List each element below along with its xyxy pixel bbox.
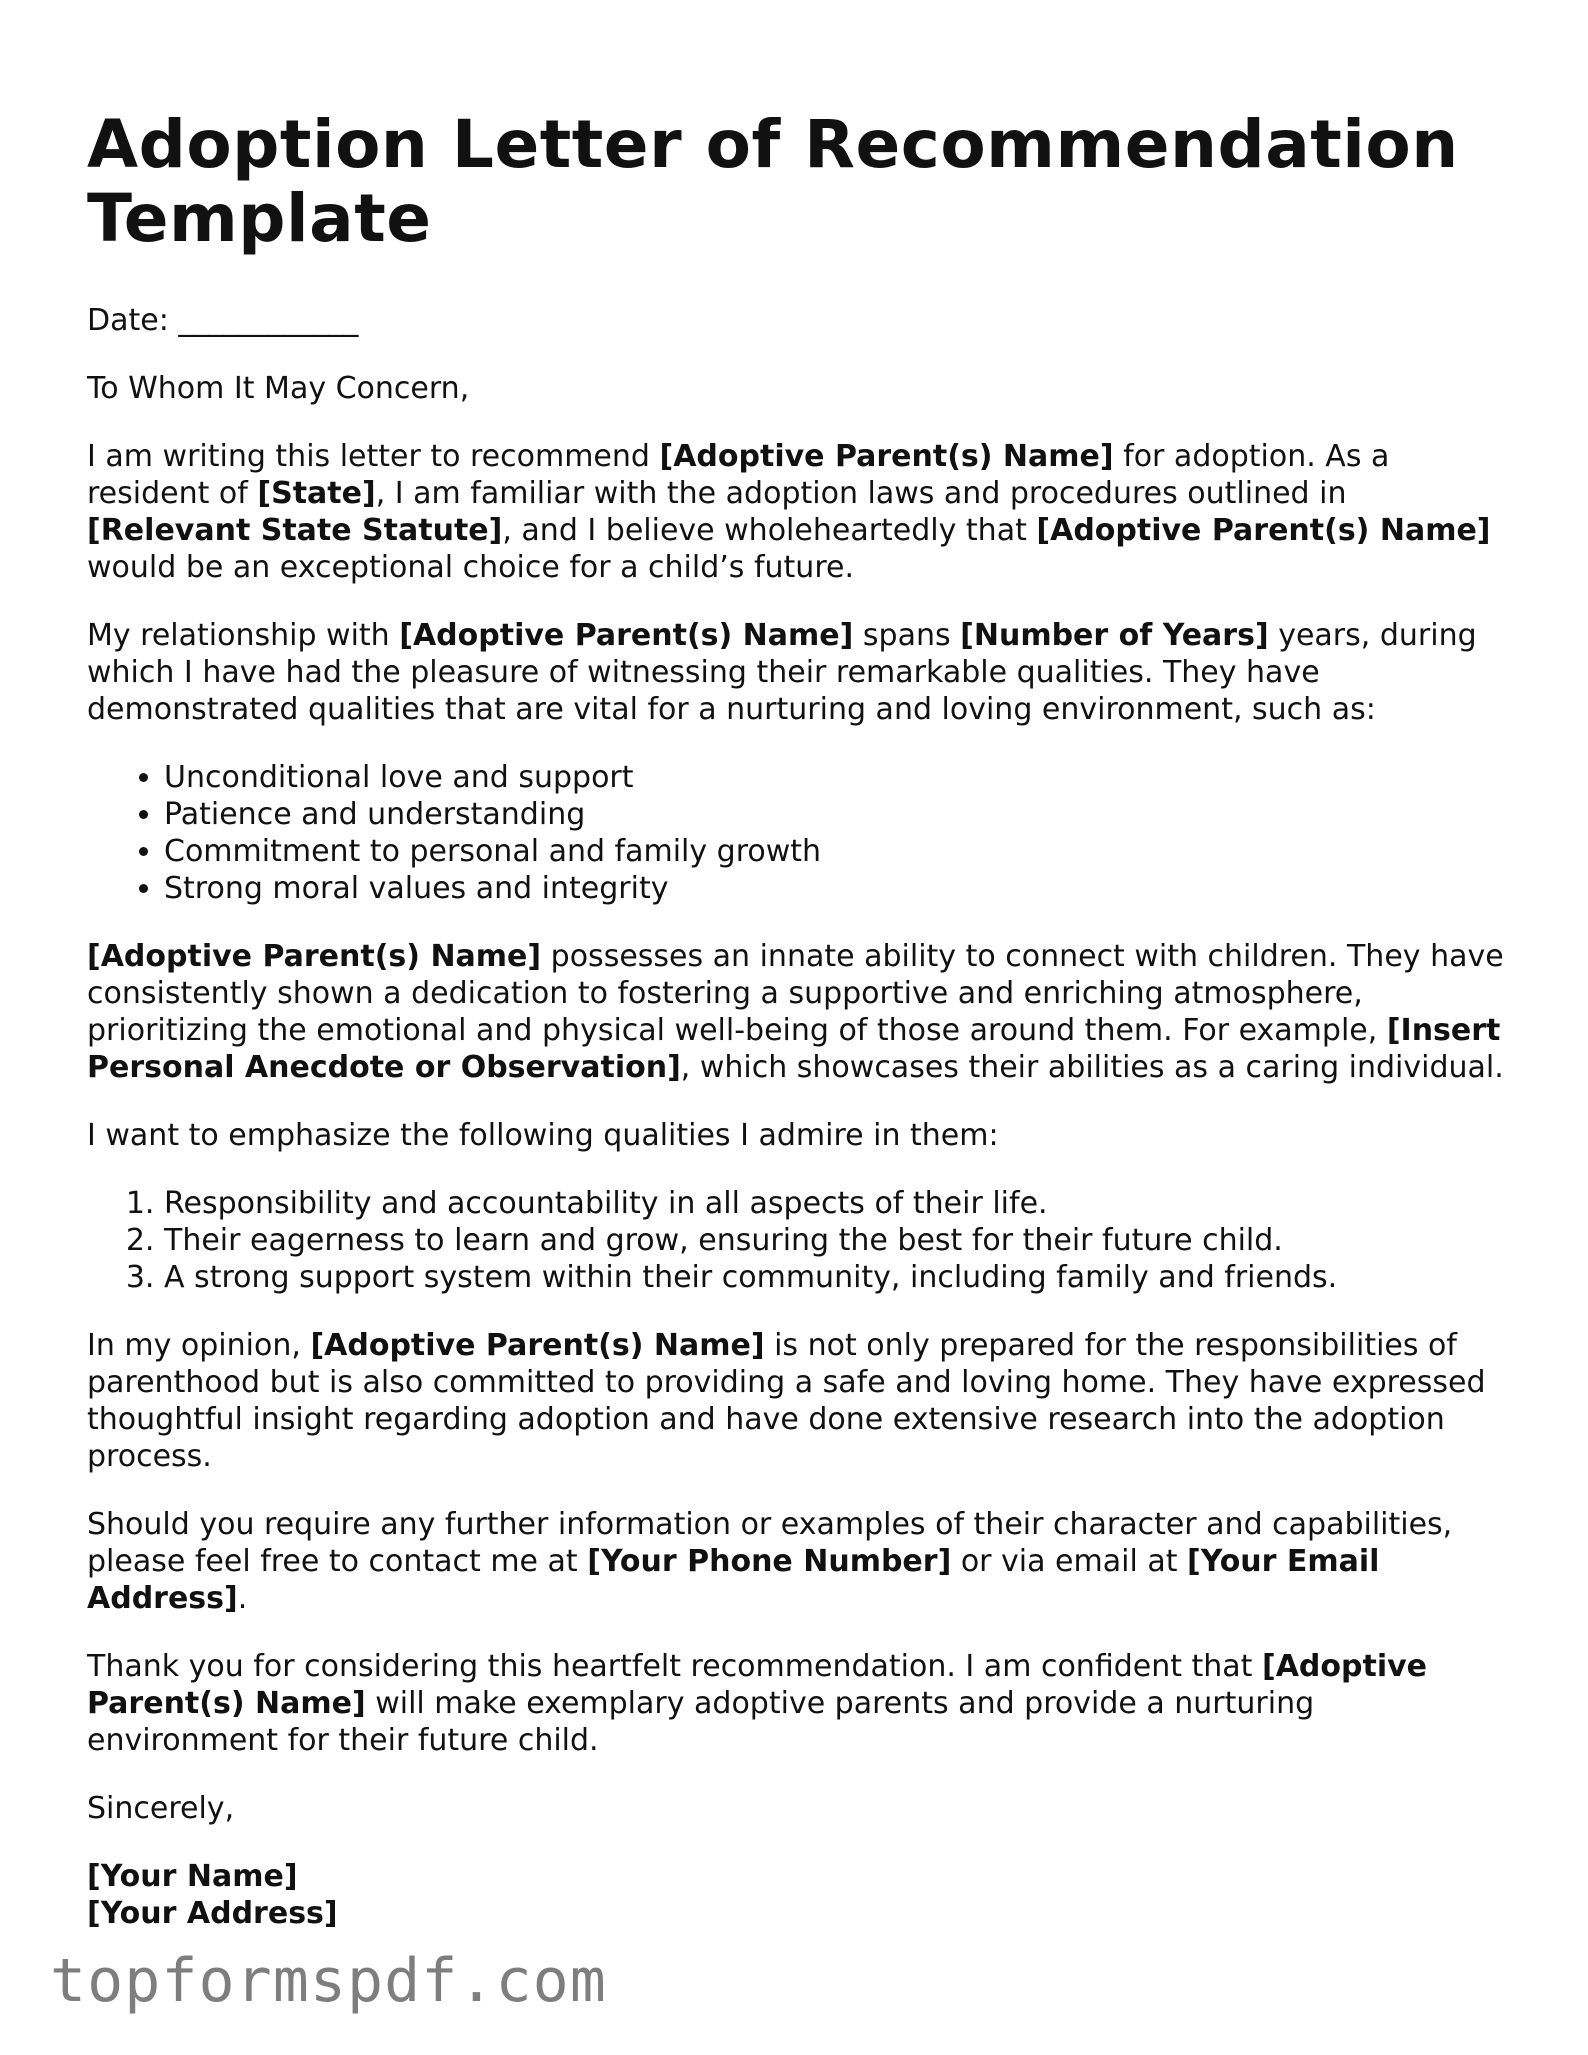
text-run: . <box>237 1581 248 1616</box>
text-run: Thank you for considering this heartfelt recommendation. I am confident that <box>87 1649 1262 1684</box>
paragraph-contact <box>87 1506 1507 1617</box>
list-item: • Unconditional love and support <box>164 759 1507 796</box>
list-item: • Commitment to personal and family growth <box>164 833 1507 870</box>
text-run: spans <box>853 618 961 653</box>
paragraph-relationship <box>87 617 1507 728</box>
text-run: possesses an innate ability to connect with children. They have consistently shown a dedication to fostering a supportive and enriching atmosphere, prioritizing the emotional and physical well-being of those around them. For example, <box>87 939 1504 1048</box>
placeholder-adoptive-parent-name: [Adoptive Parent(s) Name] <box>399 618 854 653</box>
list-item: 3. A strong support system within their community, including family and friends. <box>164 1259 1507 1296</box>
text-run: years, during which I have had the pleasure of witnessing their remarkable qualities. They have demonstrated qualities that are vital for a nurturing and loving environment, such as: <box>87 618 1477 727</box>
placeholder-phone-number: [Your Phone Number] <box>587 1544 952 1579</box>
text-run: In my opinion, <box>87 1328 311 1363</box>
placeholder-adoptive-parent-name: [Adoptive Parent(s) Name] <box>87 1649 1427 1721</box>
placeholder-your-address: [Your Address] <box>87 1896 338 1931</box>
qualities-numbered-list <box>87 1185 1507 1296</box>
paragraph-emphasize: I want to emphasize the following qualities I admire in them: <box>87 1118 999 1153</box>
placeholder-adoptive-parent-name: [Adoptive Parent(s) Name] <box>659 439 1114 474</box>
text-run: will make exemplary adoptive parents and provide a nurturing environment for their future child. <box>87 1686 1315 1758</box>
greeting: To Whom It May Concern, <box>87 371 470 406</box>
placeholder-your-name: [Your Name] <box>87 1859 298 1894</box>
placeholder-personal-anecdote: [Insert Personal Anecdote or Observation] <box>87 1013 1501 1085</box>
paragraph-intro <box>87 438 1507 586</box>
closing: Sincerely, <box>87 1791 235 1826</box>
placeholder-adoptive-parent-name: [Adoptive Parent(s) Name] <box>87 939 542 974</box>
text-run: , which showcases their abilities as a caring individual. <box>680 1050 1504 1085</box>
document-title: Adoption Letter of Recommendation Template <box>87 106 1459 257</box>
letter-page <box>87 108 1507 1932</box>
paragraph-thanks <box>87 1648 1507 1759</box>
watermark: topformspdf.com <box>50 1946 607 2016</box>
date-line: Date: ____________ <box>87 303 359 338</box>
text-run: , I am familiar with the adoption laws and procedures outlined in <box>375 476 1347 511</box>
text-run: My relationship with <box>87 618 400 653</box>
list-item: 2. Their eagerness to learn and grow, ensuring the best for their future child. <box>164 1222 1507 1259</box>
placeholder-state: [State] <box>257 476 376 511</box>
list-item: • Patience and understanding <box>164 796 1507 833</box>
list-item: 1. Responsibility and accountability in all aspects of their life. <box>164 1185 1507 1222</box>
placeholder-email-address: [Your Email Address] <box>87 1544 1380 1616</box>
placeholder-relevant-state-statute: [Relevant State Statute] <box>87 513 503 548</box>
placeholder-adoptive-parent-name: [Adoptive Parent(s) Name] <box>310 1328 765 1363</box>
text-run: or via email at <box>951 1544 1188 1579</box>
text-run: would be an exceptional choice for a child’s future. <box>87 550 854 585</box>
text-run: , and I believe wholeheartedly that <box>502 513 1037 548</box>
list-item: • Strong moral values and integrity <box>164 870 1507 907</box>
text-run: for adoption. As a resident of <box>87 439 1390 511</box>
text-run: is not only prepared for the responsibilities of parenthood but is also committed to providing a safe and loving home. They have expressed thoughtful insight regarding adoption and have done extensive research into the adoption process. <box>87 1328 1486 1474</box>
paragraph-ability <box>87 938 1507 1086</box>
text-run: Should you require any further information or examples of their character and capabilities, please feel free to contact me at <box>87 1507 1453 1579</box>
placeholder-adoptive-parent-name: [Adoptive Parent(s) Name] <box>1036 513 1491 548</box>
placeholder-number-of-years: [Number of Years] <box>960 618 1269 653</box>
qualities-bullet-list <box>87 759 1507 907</box>
paragraph-opinion <box>87 1327 1507 1475</box>
signature-block <box>87 1858 1507 1932</box>
text-run: I am writing this letter to recommend <box>87 439 660 474</box>
